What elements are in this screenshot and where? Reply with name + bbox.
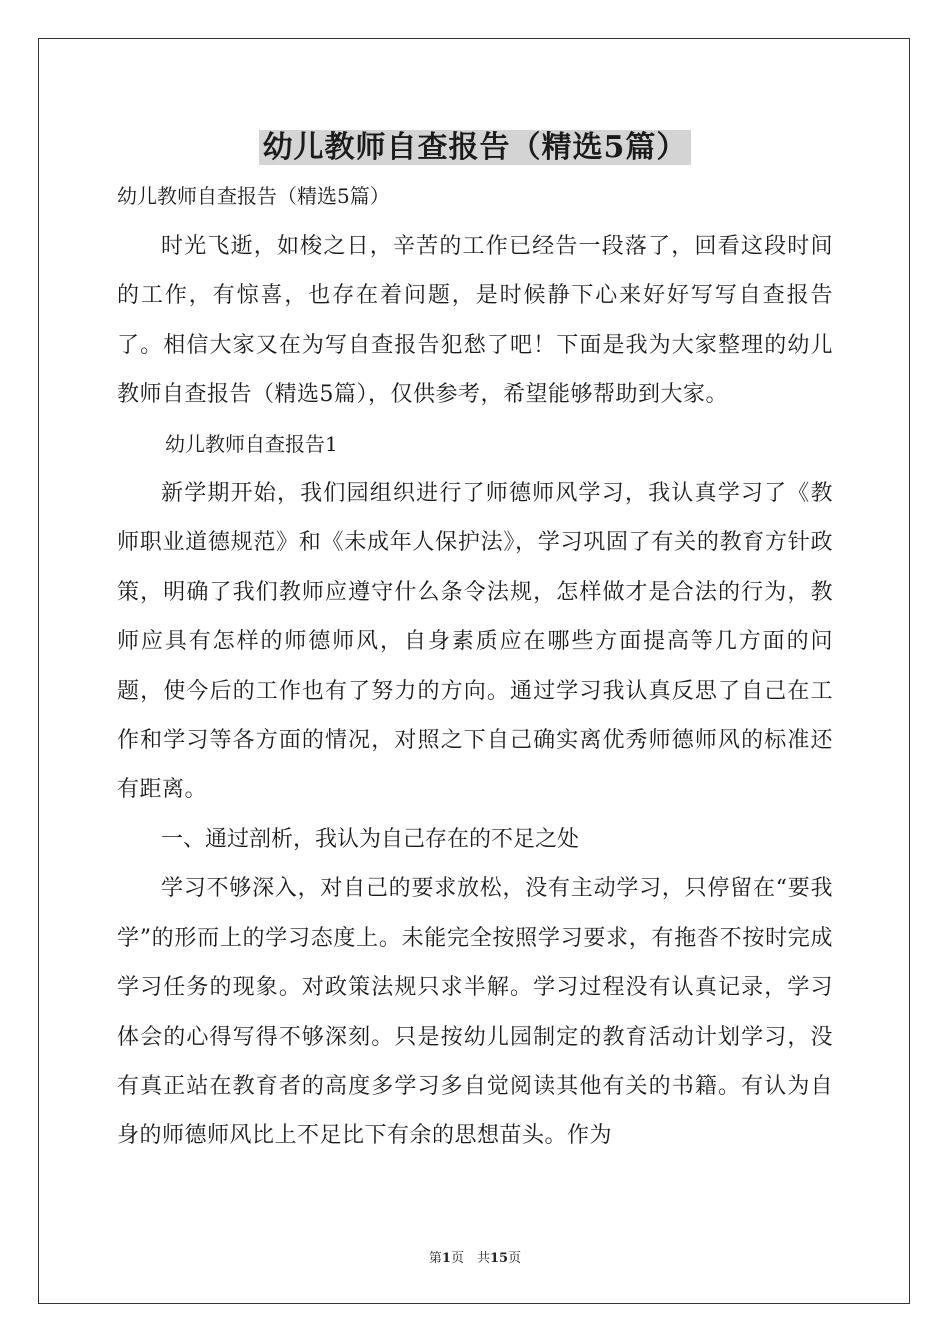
page-total: 15 (489, 1251, 509, 1266)
section-heading: 一、通过剖析，我认为自己存在的不足之处 (161, 826, 580, 852)
document-subtitle: 幼儿教师自查报告（精选5篇） (117, 184, 390, 208)
document-body (117, 120, 833, 1161)
page-current: 1 (441, 1251, 451, 1266)
page-suffix: 页 (508, 1251, 522, 1266)
body-paragraph: 学习不够深入，对自己的要求放松，没有主动学习，只停留在“要我学”的形而上的学习态度上。未能完全按照学习要求，有拖沓不按时完成学习任务的现象。对政策法规只求半解。学习过程没有认真记录，学习体会的心得写得不够深刻。只是按幼儿园制定的教育活动计划学习，没有真正站在教育者的高度多学习多自觉阅读其他有关的书籍。有认为自身的师德师风比上不足比下有余的思想苗头。作为 (117, 876, 833, 1149)
intro-paragraph: 时光飞逝，如梭之日，辛苦的工作已经告一段落了，回看这段时间的工作，有惊喜，也存在着问题，是时候静下心来好好写写自查报告了。相信大家又在为写自查报告犯愁了吧！下面是我为大家整理的幼儿教师自查报告（精选5篇），仅供参考，希望能够帮助到大家。 (117, 234, 833, 408)
document-title (117, 120, 833, 176)
report-heading: 幼儿教师自查报告1 (165, 431, 338, 456)
title-text: 幼儿教师自查报告（精选5篇） (259, 130, 692, 165)
page-footer (0, 1247, 950, 1266)
body-paragraph: 新学期开始，我们园组织进行了师德师风学习，我认真学习了《教师职业道德规范》和《未成年人保护法》，学习巩固了有关的教育方针政策，明确了我们教师应遵守什么条令法规，怎样做才是合法的行为，教师应具有怎样的师德师风，自身素质应在哪些方面提高等几方面的问题，使今后的工作也有了努力的方向。通过学习我认真反思了自己在工作和学习等各方面的情况，对照之下自己确实离优秀师德师风的标准还有距离。 (117, 481, 833, 803)
page-mid: 页 共 (450, 1251, 490, 1266)
page-prefix: 第 (428, 1251, 442, 1266)
